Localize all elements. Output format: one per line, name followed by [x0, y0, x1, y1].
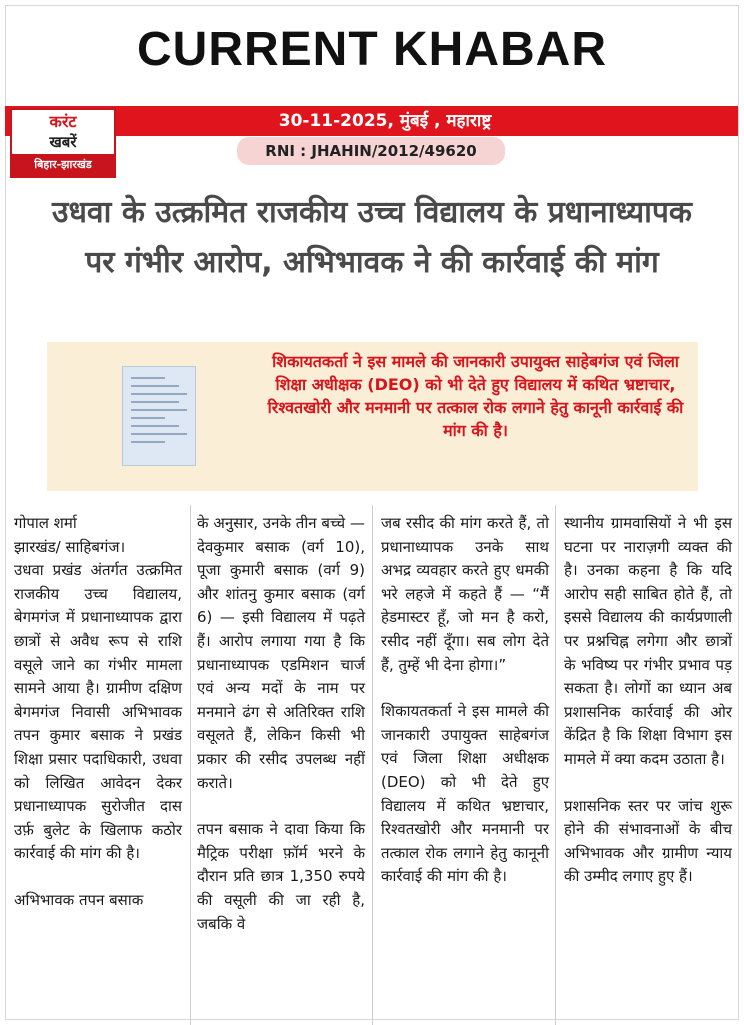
article-column-3: [381, 512, 549, 889]
logo-region: बिहार-झारखंड: [12, 154, 114, 176]
rni-badge: RNI : JHAHIN/2012/49620: [237, 137, 505, 165]
headline: उधवा के उत्क्रमित राजकीय उच्च विद्यालय के प्रधानाध्यापक पर गंभीर आरोप, अभिभावक ने की कार्रवाई की मांग: [52, 195, 692, 280]
paragraph: जब रसीद की मांग करते हैं, तो प्रधानाध्यापक उनके साथ अभद्र व्यवहार करते हुए धमकी भरे लहजे में कहते हैं — “मैं हेडमास्टर हूँ, जो मन है करो, रसीद नहीं दूँगा। सब लोग देते हैं, तुम्हें भी देना होगा।”: [381, 514, 549, 674]
paragraph: शिकायतकर्ता ने इस मामले की जानकारी उपायुक्त साहेबगंज एवं जिला शिक्षा अधीक्षक (DEO) को भी देते हुए विद्यालय में कथित भ्रष्टाचार, रिश्वतखोरी और मनमानी पर तत्काल रोक लगाने हेतु कानूनी कार्रवाई की मांग की है।: [381, 702, 549, 886]
dateline: 30-11-2025, मुंबई , महाराष्ट्र: [278, 111, 492, 131]
publication-logo: [10, 108, 116, 178]
logo-wordmark: [12, 110, 114, 154]
paragraph: तपन बसाक ने दावा किया कि मैट्रिक परीक्षा फ़ॉर्म भरने के दौरान प्रति छात्र 1,350 रुपये की वसूली की जा रही है, जबकि वे: [197, 820, 365, 933]
callout-text: शिकायतकर्ता ने इस मामले की जानकारी उपायुक्त साहेबगंज एवं जिला शिक्षा अधीक्षक (DEO) को भी देते हुए विद्यालय में कथित भ्रष्टाचार, रिश्वतखोरी और मनमानी पर तत्काल रोक लगाने हेतु कानूनी कार्रवाई की मांग की है।: [267, 352, 684, 440]
masthead: CURRENT KHABAR: [137, 23, 607, 76]
logo-line-2: खबरें: [49, 133, 77, 151]
column-divider: [372, 505, 373, 1025]
logo-line-1: करंट: [49, 112, 77, 131]
article-column-4: [564, 512, 732, 889]
article-column-1: [14, 512, 182, 913]
complaint-document-image: [122, 366, 196, 466]
paragraph: उधवा प्रखंड अंतर्गत उत्क्रमित राजकीय उच्च विद्यालय, बेगमगंज में प्रधानाध्यापक द्वारा छात्रों से अवैध रूप से राशि वसूले जाने का गंभीर मामला सामने आया है। ग्रामीण दक्षिण बेगमगंज निवासी अभिभावक तपन कुमार बसाक ने प्रखंड शिक्षा प्रसार पदाधिकारी, उधवा को लिखित आवेदन देकर प्रधानाध्यापक सुरोजीत दास उर्फ़ बुलेट के खिलाफ कठोर कार्रवाई की मांग की है।: [14, 561, 182, 863]
byline: गोपाल शर्मा: [14, 514, 77, 532]
article-column-2: [197, 512, 365, 936]
paragraph: के अनुसार, उनके तीन बच्चे — देवकुमार बसाक (वर्ग 10), पूजा कुमारी बसाक (वर्ग 9) और शांतनु कुमार बसाक (वर्ग 6) — इसी विद्यालय में पढ़ते हैं। आरोप लगाया गया है कि प्रधानाध्यापक एडमिशन चार्ज एवं अन्य मदों के नाम पर मनमाने ढंग से अतिरिक्त राशि वसूलते हैं, लेकिन किसी भी प्रकार की रसीद उपलब्ध नहीं कराते।: [197, 514, 365, 792]
column-divider: [555, 505, 556, 1025]
location-line: झारखंड/ साहिबगंज।: [14, 537, 126, 556]
paragraph: प्रशासनिक स्तर पर जांच शुरू होने की संभावनाओं के बीच अभिभावक और ग्रामीण न्याय की उम्मीद लगाए हुए हैं।: [564, 796, 732, 886]
paragraph: अभिभावक तपन बसाक: [14, 890, 144, 909]
column-divider: [190, 505, 191, 1025]
paragraph: स्थानीय ग्रामवासियों ने भी इस घटना पर नाराज़गी व्यक्त की है। उनका कहना है कि यदि आरोप सही साबित होते हैं, तो इससे विद्यालय की कार्यप्रणाली पर प्रश्नचिह्न लगेगा और छात्रों के भविष्य पर गंभीर प्रभाव पड़ सकता है। लोगों का ध्यान अब प्रशासनिक कार्रवाई की ओर केंद्रित है कि शिक्षा विभाग इस मामले में क्या कदम उठाता है।: [564, 514, 732, 768]
